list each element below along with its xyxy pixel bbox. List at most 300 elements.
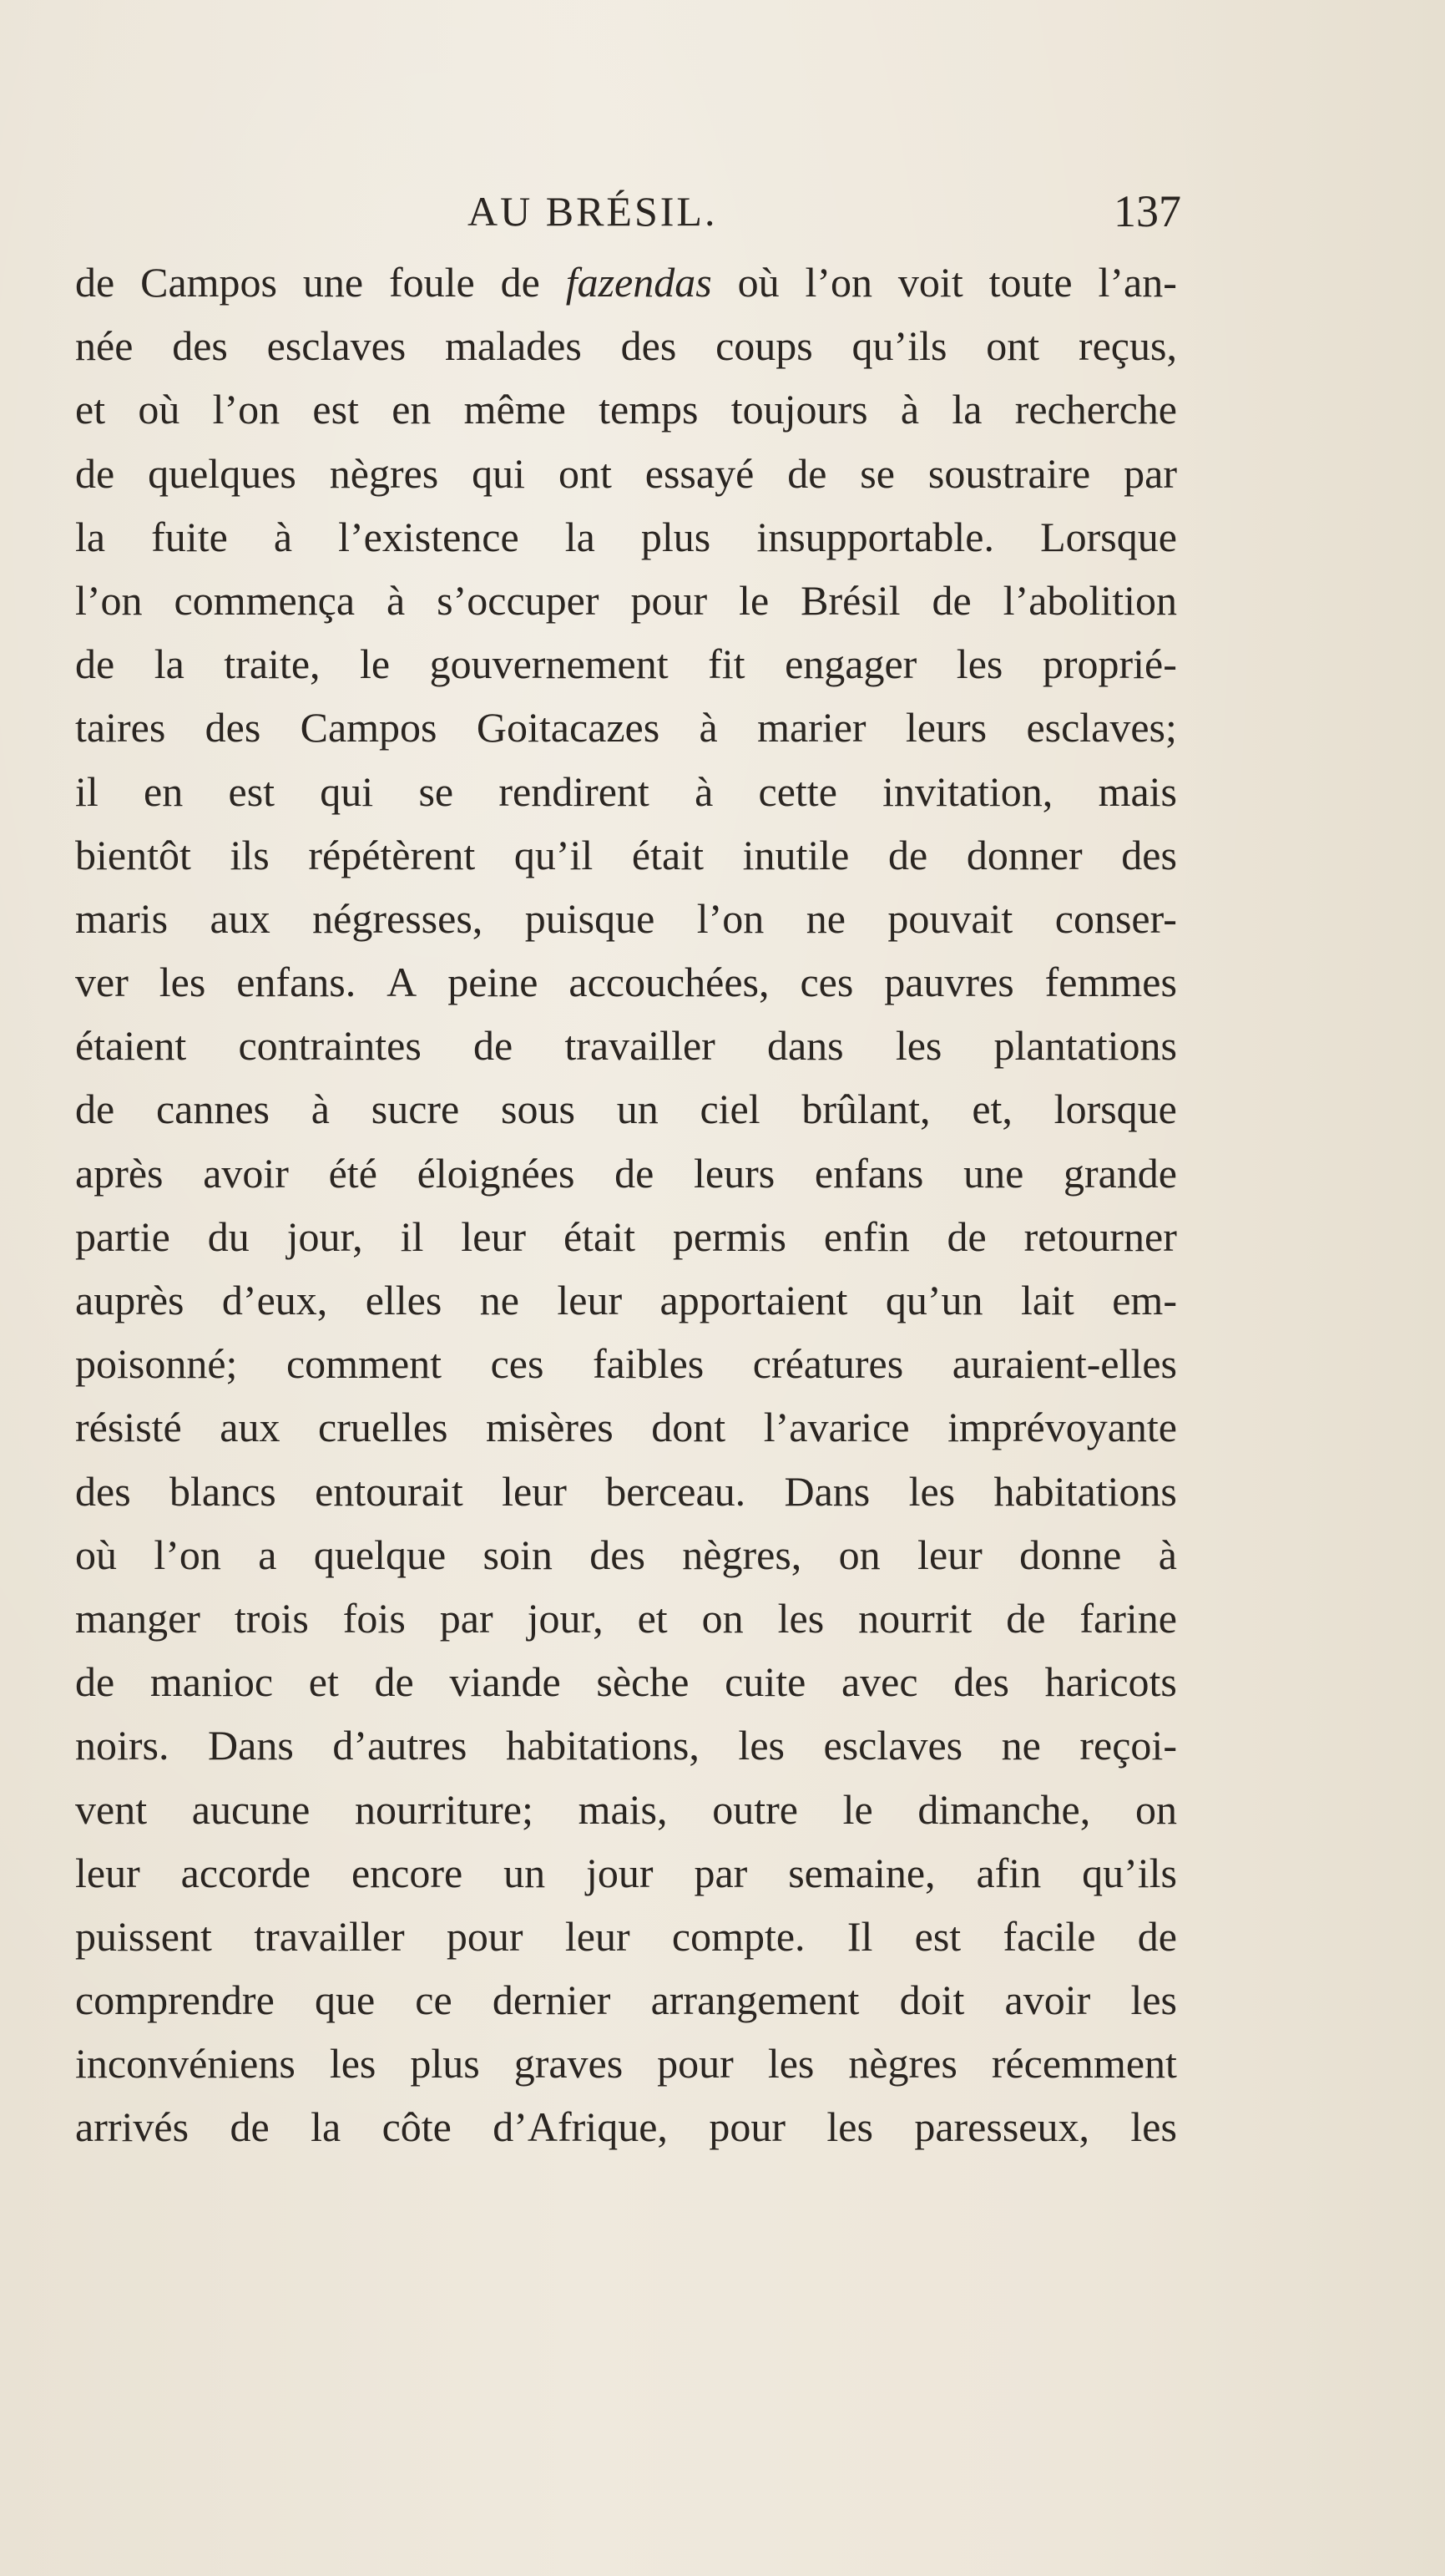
word: l’on [696,894,765,942]
text-line [75,632,1177,696]
word: les [777,1594,825,1642]
word: un [616,1086,659,1133]
word: une [302,259,364,306]
text-line [75,505,1177,569]
word: la [75,513,106,560]
word: Il [846,1912,873,1960]
word: qu’ils [851,322,947,370]
text-line [75,1332,1177,1395]
text-line [75,1523,1177,1587]
word: toute [988,259,1073,306]
word: dernier [492,1976,611,2024]
word: est [914,1912,962,1960]
word: elles [365,1277,442,1323]
word: la [311,2103,341,2151]
word: aux [220,1404,280,1451]
word: de [75,640,115,688]
word: peine [447,959,538,1006]
word: la [154,640,184,688]
word: toujours [730,386,868,433]
word: s’occuper [437,576,599,624]
word: cannes [155,1086,270,1133]
word: insupportable. [756,513,994,560]
word: donner [966,831,1083,878]
word: contraintes [238,1022,422,1070]
word: marier [757,704,866,752]
word: farine [1079,1594,1177,1642]
word: des [75,1467,131,1515]
word: les [895,1022,942,1070]
word: accouchées, [568,959,770,1006]
word: cette [758,767,837,815]
word: plantations [993,1022,1177,1070]
word: recherche [1014,386,1177,433]
text-line [75,1713,1177,1777]
word: puisque [524,894,655,942]
word: pour [446,1912,523,1960]
word: après [75,1149,164,1197]
word: qu’un [885,1277,983,1323]
word: graves [513,2040,624,2088]
text-line [75,1968,1177,2032]
word: commença [174,576,356,624]
word: auraient-elles [952,1340,1177,1388]
word: lorsque [1053,1086,1177,1133]
word: née [75,322,134,370]
word: leur [564,1912,630,1960]
word: trois [234,1594,309,1642]
word: en [392,386,432,433]
text-line [75,1587,1177,1650]
word: misères [486,1404,614,1451]
text-line [75,1268,1177,1332]
word: des [953,1658,1009,1706]
word: ont [558,449,612,497]
text-line [75,2095,1177,2158]
word: avoir [1004,1976,1091,2024]
word: esclaves [823,1722,963,1769]
word: répétèrent [308,831,476,878]
word: lait [1020,1277,1074,1323]
word: même [463,386,566,433]
word: du [207,1212,250,1260]
word: enfin [823,1212,910,1260]
word: sucre [371,1086,460,1133]
word: d’eux, [221,1277,328,1323]
word: viande [449,1658,561,1706]
word: proprié- [1042,640,1177,688]
word: les [1130,1976,1177,2024]
word: résisté [75,1404,182,1451]
word: traite, [224,640,321,688]
word: nègres, [682,1531,802,1578]
word: étaient [75,1022,187,1070]
text-line [75,569,1177,632]
word: sous [501,1086,575,1133]
word: bientôt [75,831,191,878]
word: des [1121,831,1177,878]
word: A [387,959,417,1006]
word: ne [479,1277,519,1323]
text-line [75,1460,1177,1523]
word: mais [1098,767,1177,815]
word: éloignées [417,1149,575,1197]
word: d’autres [332,1722,467,1769]
word: ne [1001,1722,1041,1769]
word: aux [210,894,270,942]
word: de [614,1149,654,1197]
word: se [860,449,895,497]
word: des [172,322,228,370]
word: arrangement [650,1976,860,2024]
word: l’abolition [1003,576,1177,624]
word: pour [630,576,708,624]
word: Campos [140,259,277,306]
word: côte [381,2103,452,2151]
word: apportaient [659,1277,848,1323]
word: pouvait [887,894,1013,942]
word: quelque [313,1531,447,1578]
word: esclaves [266,322,407,370]
word: ciel [700,1086,760,1133]
text-line [75,442,1177,505]
word: fit [708,640,745,688]
word: comprendre [75,1976,275,2024]
word: récemment [991,2040,1177,2088]
word: noirs. [75,1722,169,1769]
word: est [312,386,359,433]
word: arrivés [75,2103,189,2151]
word: ne [806,894,846,942]
word: cuite [725,1658,806,1706]
word: sèche [596,1658,690,1706]
word: rendirent [498,767,649,815]
word: les [767,2040,815,2088]
word: semaine, [788,1849,936,1896]
word: l’on [154,1531,221,1578]
word: a [258,1531,277,1578]
text-line [75,1395,1177,1459]
word: faibles [592,1340,705,1388]
word: manger [75,1594,200,1642]
word: dans [766,1022,844,1070]
word: à [311,1086,330,1133]
word: gouvernement [429,640,669,688]
word: et [637,1594,668,1642]
word: par [1124,449,1177,497]
word: nègres [329,449,439,497]
word: Brésil [801,576,901,624]
word: ils [230,831,270,878]
word: compte. [671,1912,806,1960]
word: leur [75,1849,140,1896]
word: leurs [905,704,988,752]
word: les [329,2040,376,2088]
word: la [564,513,595,560]
word: qu’ils [1082,1849,1177,1896]
word: créatures [752,1340,904,1388]
word: par [694,1849,748,1896]
word: la [952,386,983,433]
word: que [314,1976,376,2024]
word: de [75,1658,115,1706]
word: habitations [993,1467,1177,1515]
text-line [75,1014,1177,1077]
word: se [418,767,454,815]
word: fazendas [565,259,712,306]
word: puissent [75,1912,212,1960]
word: engager [785,640,917,688]
running-head-title: AU BRÉSIL. [467,188,718,235]
word: grande [1063,1149,1177,1197]
word: pauvres [884,959,1014,1006]
word: nourriture; [355,1785,533,1833]
text-line [75,2032,1177,2095]
text-line [75,1778,1177,1841]
word: accorde [180,1849,311,1896]
word: reçus, [1078,322,1177,370]
word: à [387,576,406,624]
word: on [838,1531,881,1578]
word: comment [285,1340,442,1388]
word: soin [483,1531,553,1578]
word: il [400,1212,424,1260]
word: vent [75,1785,148,1833]
word: de [75,1086,115,1133]
word: ver [75,959,129,1006]
word: entourait [315,1467,463,1515]
word: encore [351,1849,463,1896]
word: habitations, [505,1722,700,1769]
word: dimanche, [917,1785,1091,1833]
word: afin [976,1849,1042,1896]
running-head [75,182,1181,240]
word: fois [342,1594,406,1642]
word: inconvéniens [75,2040,296,2088]
word: cruelles [318,1404,448,1451]
text-line [75,760,1177,823]
word: blancs [169,1467,276,1515]
word: leur [917,1531,983,1578]
word: aucune [191,1785,311,1833]
word: leurs [693,1149,776,1197]
word: plus [640,513,711,560]
word: Dans [784,1467,871,1515]
word: Dans [208,1722,294,1769]
word: qui [320,767,374,815]
word: de [374,1658,414,1706]
word: taires [75,704,166,752]
word: à [273,513,293,560]
word: maris [75,894,169,942]
word: conser- [1054,894,1177,942]
word: esclaves; [1026,704,1177,752]
word: de [1137,1912,1177,1960]
word: l’on [212,386,280,433]
word: les [1130,2103,1177,2151]
word: une [963,1149,1024,1197]
word: l’on [805,259,873,306]
word: qu’il [513,831,594,878]
word: les [738,1722,785,1769]
word: à [900,386,920,433]
word: il [75,767,99,815]
text-line [75,950,1177,1014]
word: pour [657,2040,734,2088]
word: d’Afrique, [493,2103,668,2151]
word: et, [972,1086,1013,1133]
word: travailler [254,1912,405,1960]
word: pour [709,2103,786,2151]
word: nourrit [858,1594,973,1642]
word: em- [1112,1277,1177,1323]
word: jour [586,1849,654,1896]
word: soustraire [927,449,1091,497]
word: jour, [286,1212,363,1260]
word: Lorsque [1040,513,1177,560]
word: de [230,2103,270,2151]
word: auprès [75,1277,184,1323]
text-line [75,251,1177,314]
word: par [439,1594,493,1642]
page-number: 137 [1114,186,1181,236]
word: mais, [578,1785,668,1833]
text-line [75,1141,1177,1205]
word: leur [461,1212,527,1260]
word: leur [502,1467,567,1515]
word: facile [1003,1912,1096,1960]
word: et [308,1658,339,1706]
word: de [500,259,540,306]
word: de [947,1212,987,1260]
text-line [75,1905,1177,1968]
word: de [888,831,928,878]
body-text [75,251,1177,2159]
word: qui [472,449,526,497]
word: femmes [1044,959,1177,1006]
word: et [75,386,106,433]
word: malades [445,322,582,370]
word: ces [800,959,854,1006]
word: été [328,1149,377,1197]
word: fuite [151,513,228,560]
text-line [75,1077,1177,1141]
word: des [620,322,677,370]
word: coups [715,322,813,370]
word: poisonné; [75,1340,238,1388]
word: est [228,767,275,815]
word: foule [388,259,475,306]
word: quelques [148,449,296,497]
word: nègres [848,2040,957,2088]
word: des [205,704,261,752]
word: enfans [814,1149,924,1197]
word: brûlant, [801,1086,931,1133]
word: permis [672,1212,786,1260]
word: avec [841,1658,918,1706]
word: le [360,640,391,688]
word: où [138,386,180,433]
word: à [695,767,714,815]
word: reçoi- [1079,1722,1177,1769]
word: imprévoyante [947,1404,1177,1451]
word: des [589,1531,645,1578]
text-line [75,314,1177,377]
text-line [75,377,1177,441]
word: à [699,704,718,752]
text-line [75,696,1177,759]
word: l’avarice [763,1404,910,1451]
word: manioc [149,1658,274,1706]
word: avoir [203,1149,289,1197]
text-line [75,1205,1177,1268]
word: était [563,1212,635,1260]
word: dont [651,1404,726,1451]
word: l’existence [338,513,519,560]
word: de [75,449,115,497]
word: de [472,1022,513,1070]
word: les [908,1467,956,1515]
text-line [75,1841,1177,1905]
word: enfans. [236,959,356,1006]
word: ces [490,1340,544,1388]
word: un [503,1849,546,1896]
word: Campos [300,704,437,752]
word: l’on [75,576,143,624]
word: donne [1019,1531,1122,1578]
word: où [75,1531,117,1578]
word: voit [897,259,963,306]
word: jour, [527,1594,604,1642]
word: de [932,576,972,624]
word: invitation, [882,767,1053,815]
word: le [842,1785,873,1833]
word: on [1134,1785,1177,1833]
text-line [75,823,1177,887]
word: paresseux, [914,2103,1089,2151]
word: plus [410,2040,480,2088]
word: était [631,831,704,878]
word: temps [599,386,699,433]
word: partie [75,1212,170,1260]
word: où [737,259,780,306]
text-line [75,887,1177,950]
word: les [956,640,1003,688]
word: les [826,2103,873,2151]
word: de [787,449,827,497]
word: berceau. [605,1467,746,1515]
word: négresses, [312,894,483,942]
word: à [1158,1531,1177,1578]
word: outre [712,1785,798,1833]
word: on [701,1594,744,1642]
word: en [144,767,184,815]
word: travailler [564,1022,715,1070]
word: l’an- [1098,259,1177,306]
word: haricots [1044,1658,1177,1706]
word: ont [986,322,1040,370]
word: de [1006,1594,1046,1642]
word: leur [557,1277,623,1323]
word: les [159,959,206,1006]
word: le [739,576,770,624]
word: Goitacazes [476,704,660,752]
word: doit [899,1976,965,2024]
word: ce [415,1976,452,2024]
word: essayé [644,449,755,497]
text-line [75,1650,1177,1713]
word: de [75,259,115,306]
